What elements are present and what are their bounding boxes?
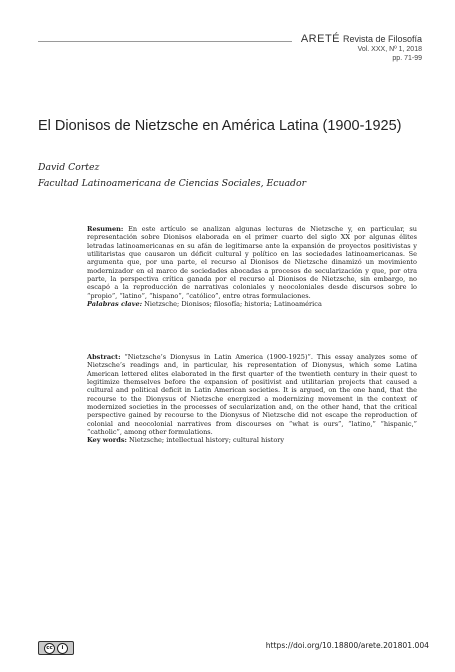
journal-title-line [301, 33, 422, 45]
journal-volume: Vol. XXX, Nº 1, 2018 [357, 46, 422, 53]
abstract-block [87, 353, 417, 445]
resumen-text: En este artículo se analizan algunas lecturas de Nietzsche y, en particular, su representación sobre Dionisos elaborada en el primer cuarto del siglo XX por algunas élites letradas latinoamericanas en su afán de legitimarse ante la expansión de proyectos positivistas y utilitaristas que causaron un déficit cultural y político en las sociedades latinoamericanas. Se argumenta que, por una parte, el recurso al Dionisos de Nietzsche dinamizó un movimiento modernizador en el marco de sociedades abocadas a procesos de secularización y que, por otra parte, la perspectiva crítica ganada por el recurso al Dionisos de Nietzsche, sin embargo, no escapó a la reproducción de narrativas coloniales y neocoloniales desde discursos sobre lo “propio”, “latino”, “hispano”, “católico”, entre otras formulaciones. [87, 225, 417, 300]
resumen-block [87, 225, 417, 308]
article-author: David Cortez [38, 162, 100, 173]
keywords-text: Nietzsche; intellectual history; cultural history [126, 436, 285, 445]
palabras-clave-line [87, 300, 417, 308]
journal-pages: pp. 71-99 [392, 55, 422, 62]
palabras-clave-label: Palabras clave: [87, 300, 143, 309]
journal-header [301, 33, 422, 63]
header-rule [38, 41, 292, 42]
keywords-line [87, 436, 417, 444]
article-title: El Dionisos de Nietzsche en América Latina (1900-1925) [38, 118, 402, 134]
attribution-icon: i [57, 643, 68, 654]
cc-icon: cc [44, 643, 55, 654]
author-affiliation: Facultad Latinoamericana de Ciencias Sociales, Ecuador [38, 178, 307, 189]
journal-subtitle: Revista de Filosofía [342, 34, 422, 44]
doi-link[interactable]: https://doi.org/10.18800/arete.201801.004 [265, 641, 429, 650]
keywords-label: Key words: [87, 436, 127, 445]
resumen-label: Resumen: [87, 225, 124, 233]
abstract-text: “Nietzsche’s Dionysus in Latin America (1900-1925)”. This essay analyzes some of Nietzsche’s readings and, in particular, his representation of Dionysus, which some Latina American lettered elites elaborated in the first quarter of the twentieth century in their quest to legitimize themselves before the expansion of positivist and utilitarian projects that caused a cultural and political deficit in Latin American societies. It is argued, on the one hand, that the recourse to the Dionysus of Nietzsche energized a modernizing movement in the context of modernized societies in the processes of secularization and, on the other hand, that the critical perspective gained by recourse to the Dionysus of Nietzsche did not escape the reproduction of colonial and neocolonial narratives from discourses on “what is ours”, “latino,” “hispanic,” “catholic”, among other formulations. [87, 353, 417, 437]
journal-name: ARETÉ [300, 33, 341, 45]
palabras-clave-text: Nietzsche; Dionisos; filosofía; historia; Latinoamérica [142, 300, 322, 309]
creative-commons-badge[interactable] [38, 641, 74, 655]
abstract-label: Abstract: [87, 353, 121, 361]
